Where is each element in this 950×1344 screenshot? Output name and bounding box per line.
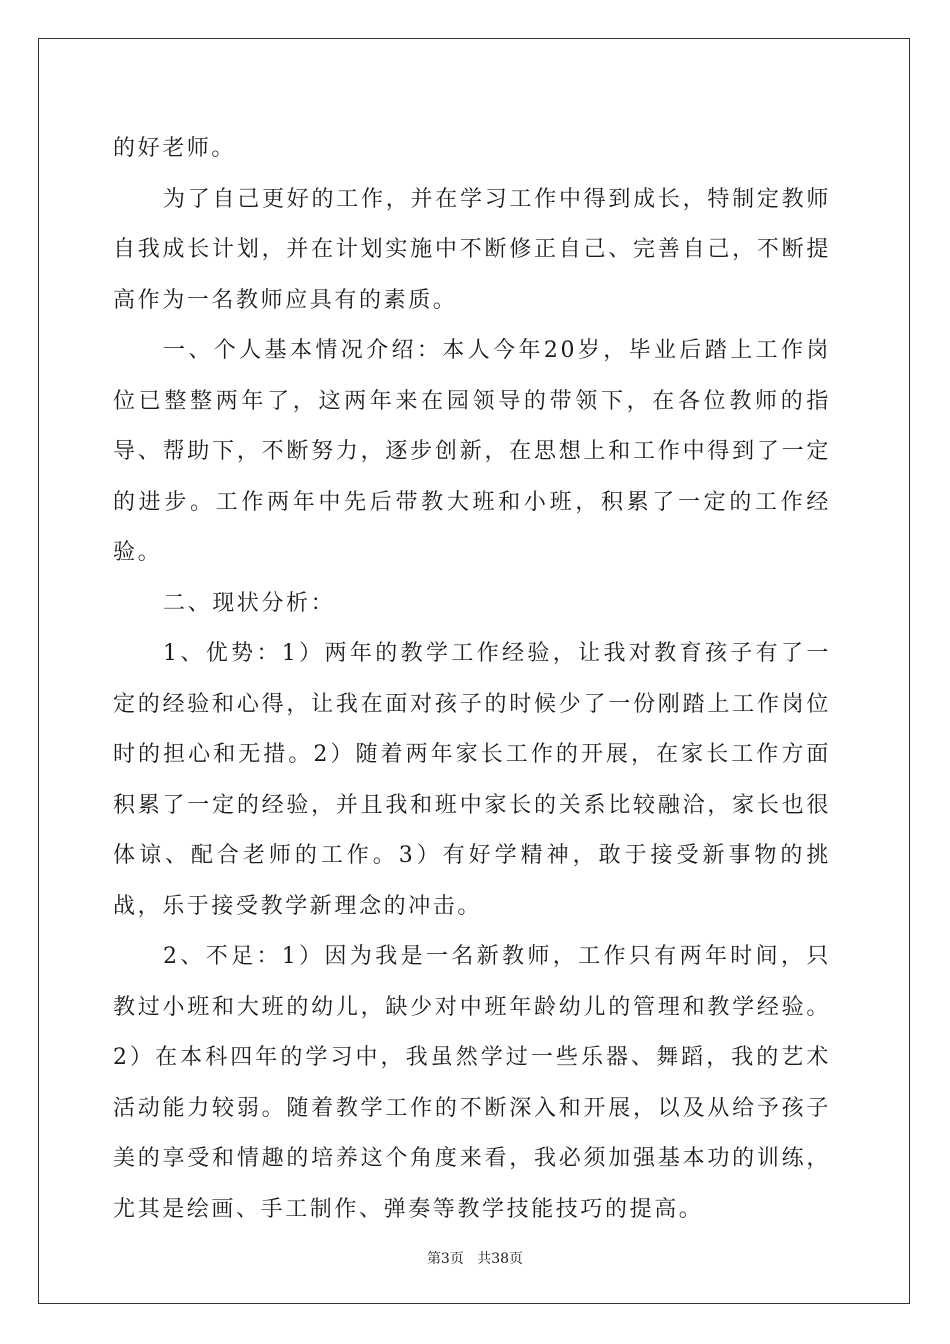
paragraph-4: 二、现状分析： <box>163 590 336 616</box>
page-total: 共38页 <box>477 1251 524 1267</box>
paragraph-3: 一、个人基本情况介绍：本人今年20岁，毕业后踏上工作岗位已整整两年了，这两年来在园领导的带领下，在各位教师的指导、帮助下，不断努力，逐步创新，在思想上和工作中得到了一定的进步。工作两年中先后带教大班和小班，积累了一定的工作经验。 <box>113 338 831 565</box>
paragraph-5: 1、优势：1）两年的教学工作经验，让我对教育孩子有了一定的经验和心得，让我在面对孩子的时候少了一份刚踏上工作岗位时的担心和无措。2）随着两年家长工作的开展，在家长工作方面积累了一定的经验，并且我和班中家长的关系比较融洽，家长也很体谅、配合老师的工作。3）有好学精神，敢于接受新事物的挑战，乐于接受教学新理念的冲击。 <box>113 641 831 919</box>
page-footer <box>0 1248 950 1268</box>
page-number: 第3页 <box>426 1251 464 1267</box>
document-body <box>113 124 831 1235</box>
paragraph-6: 2、不足：1）因为我是一名新教师，工作只有两年时间，只教过小班和大班的幼儿，缺少对中班年龄幼儿的管理和教学经验。2）在本科四年的学习中，我虽然学过一些乐器、舞蹈，我的艺术活动能力较弱。随着教学工作的不断深入和开展，以及从给予孩子美的享受和情趣的培养这个角度来看，我必须加强基本功的训练，尤其是绘画、手工制作、弹奏等教学技能技巧的提高。 <box>113 944 831 1222</box>
paragraph-1: 的好老师。 <box>113 136 237 161</box>
paragraph-2: 为了自己更好的工作，并在学习工作中得到成长，特制定教师自我成长计划，并在计划实施中不断修正自己、完善自己，不断提高作为一名教师应具有的素质。 <box>113 186 831 313</box>
